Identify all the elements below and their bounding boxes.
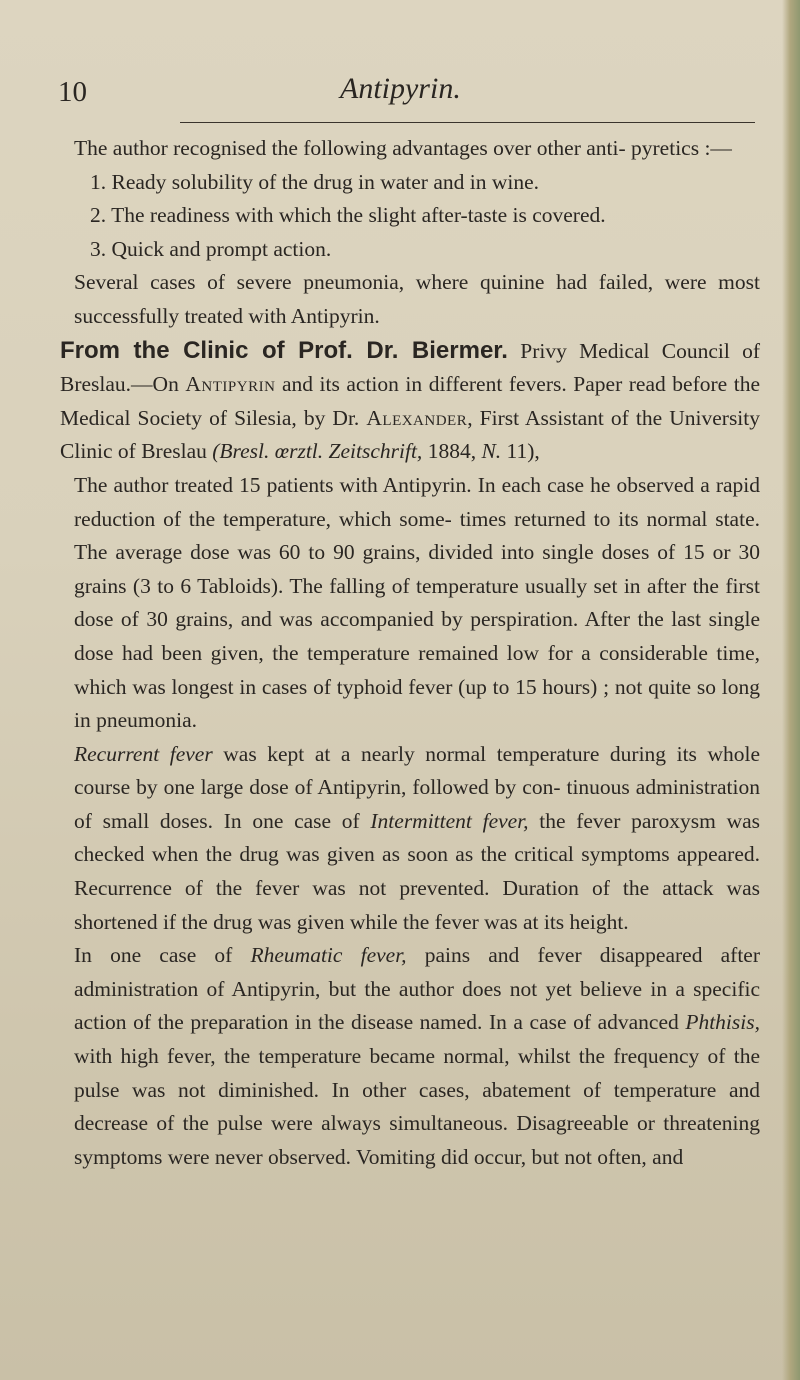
header-rule (180, 122, 755, 123)
page-number: 10 (58, 76, 87, 108)
clinic-year: 1884, (422, 439, 482, 464)
clinic-antipyrin: Antipyrin (185, 372, 276, 397)
recurrent-text-b: the fever paroxysm was checked when the drug was given as soon as the critical symptoms appeared. Recurrence of the fever was not prevented. Duration of the attack was shortened if the drug was given while the fever was at its height. (74, 808, 761, 934)
paragraph-pneumonia: Several cases of severe pneumonia, where quinine had failed, were most successfully treated with Antipyrin. (74, 270, 760, 328)
intermittent-fever-term: Intermittent fever, (370, 808, 529, 833)
page-edge-shadow (782, 0, 800, 1380)
list-item-2: 2. The readiness with which the slight after-taste is covered. (90, 203, 606, 228)
list-item-1: 1. Ready solubility of the drug in water and in wine. (90, 169, 540, 194)
running-title: Antipyrin. (340, 72, 461, 105)
clinic-citation: (Bresl. œrztl. Zeitschrift, (212, 439, 423, 464)
clinic-text-b: and its action in different fevers. Paper read before the Medical Society of Silesia, by Dr. (60, 372, 761, 430)
rheumatic-text-a: In one case of (74, 943, 251, 968)
clinic-text-c: , First Assistant of the University Clinic of Breslau (60, 405, 761, 464)
rheumatic-text-c: with high fever, the temperature became normal, whilst the frequency of the pulse was not diminished. In other cases, abatement of temperature and decrease of the pulse were always simultaneous. Disagreeable or threatening symptoms were never observed. Vomiting did occur, but not often, and (74, 1044, 760, 1169)
clinic-text-a: Privy Medical Council of Breslau.—On (60, 338, 760, 397)
phthisis-term: Phthisis, (685, 1010, 760, 1035)
recurrent-fever-term: Recurrent fever (74, 741, 213, 766)
rheumatic-fever-term: Rheumatic fever, (250, 943, 407, 968)
rheumatic-text-b: pains and fever disappeared after administration of Antipyrin, but the author does not yet believe in a specific action of the preparation in the disease named. In a case of advanced (74, 943, 760, 1035)
recurrent-text-a: was kept at a nearly normal temperature during its whole course by one large dose of Antipyrin, followed by con- tinuous administration of small doses. In one case of (74, 741, 761, 833)
paragraph-treated: The author treated 15 patients with Antipyrin. In each case he observed a rapid reduction of the temperature, which some- times returned to its normal state. The average dose was 60 to 90 grains, divided into single doses of 15 or 30 grains (3 to 6 Tabloids). The falling of temperature usually set in after the first dose of 30 grains, and was accompanied by perspiration. After the last single dose had been given, the temperature remained low for a considerable time, which was longest in cases of typhoid fever (up to 15 hours) ; not quite so long in pneumonia. (74, 472, 760, 733)
clinic-author: Alexander (366, 405, 468, 430)
body-text (60, 132, 760, 1174)
paragraph-rheumatic (60, 939, 760, 1174)
clinic-number: N. (481, 439, 502, 464)
paragraph-recurrent (60, 738, 760, 940)
list-item-3: 3. Quick and prompt action. (90, 236, 332, 261)
clinic-end: 11), (501, 439, 540, 464)
paragraph-intro: The author recognised the following advantages over other anti- pyretics :— (74, 136, 732, 160)
paragraph-clinic (60, 334, 760, 469)
clinic-heading: From the Clinic of Prof. Dr. Biermer. (60, 336, 508, 364)
